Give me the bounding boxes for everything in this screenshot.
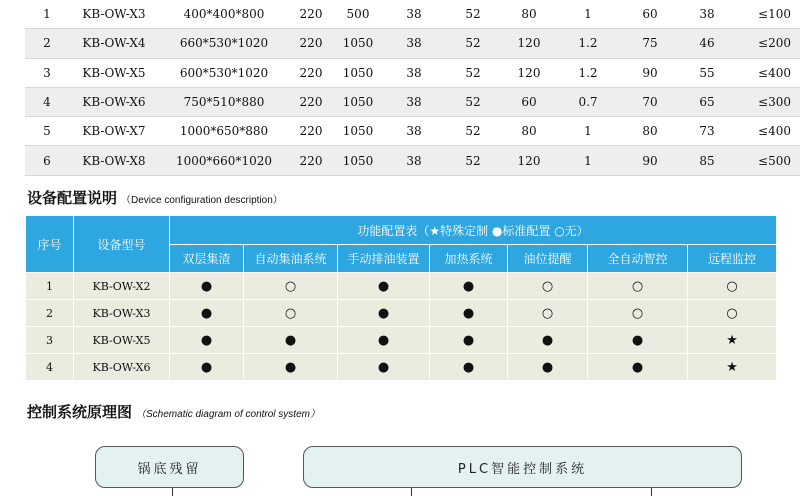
spec-cell: 1050 xyxy=(333,29,383,58)
config-mark: ● xyxy=(338,300,430,327)
spec-cell: 660*530*1020 xyxy=(159,29,289,58)
spec-cell: 120 xyxy=(501,58,557,87)
config-mark: ● xyxy=(170,273,244,300)
config-header-feature-group: 功能配置表（★特殊定制 ●标准配置 ○无） xyxy=(170,216,777,245)
spec-cell: 80 xyxy=(501,0,557,29)
spec-cell: 1.2 xyxy=(557,29,619,58)
config-mark: ○ xyxy=(508,273,588,300)
spec-cell: 400*400*800 xyxy=(159,0,289,29)
config-mark: ○ xyxy=(588,273,688,300)
spec-cell: 90 xyxy=(619,146,681,175)
spec-cell: 90 xyxy=(619,58,681,87)
config-row xyxy=(26,273,777,300)
spec-cell: 52 xyxy=(445,117,501,146)
config-header-feature: 全自动智控 xyxy=(588,245,688,273)
config-mark: ● xyxy=(508,354,588,381)
config-mark: ○ xyxy=(244,273,338,300)
spec-cell: 85 xyxy=(681,146,733,175)
config-section-title: 设备配置说明 xyxy=(27,189,118,207)
spec-cell: ≤400 xyxy=(733,117,800,146)
config-row-model: KB-OW-X5 xyxy=(74,327,170,354)
config-mark: ● xyxy=(170,354,244,381)
config-header-model: 设备型号 xyxy=(74,216,170,273)
config-mark: ○ xyxy=(688,273,777,300)
config-mark: ● xyxy=(430,300,508,327)
spec-cell: KB-OW-X3 xyxy=(69,0,159,29)
spec-cell: 500 xyxy=(333,0,383,29)
spec-cell: 220 xyxy=(289,58,333,87)
spec-cell: 38 xyxy=(383,117,445,146)
config-mark: ● xyxy=(430,273,508,300)
spec-cell: 52 xyxy=(445,58,501,87)
config-row xyxy=(26,300,777,327)
spec-cell: 1 xyxy=(557,117,619,146)
config-row xyxy=(26,354,777,381)
config-row-index: 1 xyxy=(26,273,74,300)
spec-cell: 38 xyxy=(383,87,445,116)
spec-cell: 1000*650*880 xyxy=(159,117,289,146)
config-mark: ● xyxy=(338,273,430,300)
config-row-index: 2 xyxy=(26,300,74,327)
spec-cell: KB-OW-X8 xyxy=(69,146,159,175)
spec-row xyxy=(25,0,800,29)
connector-line xyxy=(651,488,652,496)
spec-cell: 38 xyxy=(383,0,445,29)
spec-cell: 220 xyxy=(289,0,333,29)
config-mark: ● xyxy=(430,327,508,354)
spec-table xyxy=(25,0,800,176)
config-section-subtitle: （Device configuration description） xyxy=(121,195,283,206)
config-table xyxy=(25,215,777,381)
spec-cell: 55 xyxy=(681,58,733,87)
config-header-feature: 油位提醒 xyxy=(508,245,588,273)
spec-cell: 60 xyxy=(619,0,681,29)
config-header-feature: 加热系统 xyxy=(430,245,508,273)
config-header-feature: 双层集渣 xyxy=(170,245,244,273)
spec-cell: 80 xyxy=(501,117,557,146)
config-header-feature: 自动集油系统 xyxy=(244,245,338,273)
config-row-index: 4 xyxy=(26,354,74,381)
config-section-heading xyxy=(27,187,283,208)
spec-cell: 2 xyxy=(25,29,69,58)
config-header-feature: 手动排油装置 xyxy=(338,245,430,273)
spec-cell: 5 xyxy=(25,117,69,146)
config-row-index: 3 xyxy=(26,327,74,354)
plc-control-box xyxy=(303,446,742,488)
spec-cell: 52 xyxy=(445,146,501,175)
spec-cell: 73 xyxy=(681,117,733,146)
spec-cell: 1050 xyxy=(333,87,383,116)
spec-cell: 65 xyxy=(681,87,733,116)
spec-cell: KB-OW-X6 xyxy=(69,87,159,116)
spec-cell: 1000*660*1020 xyxy=(159,146,289,175)
spec-cell: ≤100 xyxy=(733,0,800,29)
spec-row xyxy=(25,146,800,175)
spec-cell: 220 xyxy=(289,117,333,146)
spec-cell: 1050 xyxy=(333,58,383,87)
spec-cell: 0.7 xyxy=(557,87,619,116)
spec-cell: 52 xyxy=(445,29,501,58)
spec-cell: 220 xyxy=(289,146,333,175)
spec-cell: 220 xyxy=(289,29,333,58)
spec-cell: 38 xyxy=(681,0,733,29)
config-header-feature: 远程监控 xyxy=(688,245,777,273)
diagram-section-heading xyxy=(27,401,320,422)
spec-row xyxy=(25,117,800,146)
spec-cell: ≤300 xyxy=(733,87,800,116)
plc-control-box-label: PLC智能控制系统 xyxy=(457,461,588,477)
config-mark: ● xyxy=(430,354,508,381)
spec-cell: 38 xyxy=(383,29,445,58)
config-mark: ○ xyxy=(688,300,777,327)
connector-line xyxy=(411,488,412,496)
spec-cell: ≤500 xyxy=(733,146,800,175)
diagram-section-title: 控制系统原理图 xyxy=(27,403,133,421)
spec-cell: 1.2 xyxy=(557,58,619,87)
config-row-model: KB-OW-X3 xyxy=(74,300,170,327)
spec-cell: 1 xyxy=(25,0,69,29)
config-mark: ● xyxy=(170,300,244,327)
spec-cell: 52 xyxy=(445,87,501,116)
config-header-index: 序号 xyxy=(26,216,74,273)
residue-box xyxy=(95,446,244,488)
config-mark: ● xyxy=(588,327,688,354)
spec-row xyxy=(25,58,800,87)
spec-cell: 38 xyxy=(383,58,445,87)
spec-cell: 60 xyxy=(501,87,557,116)
config-row xyxy=(26,327,777,354)
config-mark: ● xyxy=(508,327,588,354)
spec-row xyxy=(25,29,800,58)
config-mark: ○ xyxy=(244,300,338,327)
diagram-section-subtitle: （Schematic diagram of control system） xyxy=(136,409,320,420)
config-mark: ○ xyxy=(508,300,588,327)
config-mark: ★ xyxy=(688,354,777,381)
config-mark: ★ xyxy=(688,327,777,354)
spec-cell: 38 xyxy=(383,146,445,175)
spec-cell: 600*530*1020 xyxy=(159,58,289,87)
config-mark: ● xyxy=(244,327,338,354)
spec-cell: 120 xyxy=(501,29,557,58)
spec-cell: ≤200 xyxy=(733,29,800,58)
spec-cell: ≤400 xyxy=(733,58,800,87)
config-mark: ● xyxy=(338,354,430,381)
spec-cell: KB-OW-X7 xyxy=(69,117,159,146)
spec-cell: 6 xyxy=(25,146,69,175)
spec-cell: 75 xyxy=(619,29,681,58)
config-row-model: KB-OW-X2 xyxy=(74,273,170,300)
config-mark: ● xyxy=(170,327,244,354)
spec-cell: 52 xyxy=(445,0,501,29)
spec-cell: 120 xyxy=(501,146,557,175)
spec-cell: 1050 xyxy=(333,146,383,175)
spec-cell: 1 xyxy=(557,0,619,29)
spec-cell: KB-OW-X5 xyxy=(69,58,159,87)
spec-cell: 1 xyxy=(557,146,619,175)
config-mark: ○ xyxy=(588,300,688,327)
spec-cell: 3 xyxy=(25,58,69,87)
spec-cell: 4 xyxy=(25,87,69,116)
config-mark: ● xyxy=(244,354,338,381)
spec-cell: 80 xyxy=(619,117,681,146)
config-row-model: KB-OW-X6 xyxy=(74,354,170,381)
spec-cell: KB-OW-X4 xyxy=(69,29,159,58)
spec-cell: 46 xyxy=(681,29,733,58)
spec-cell: 220 xyxy=(289,87,333,116)
spec-row xyxy=(25,87,800,116)
residue-box-label: 锅底残留 xyxy=(137,461,202,477)
spec-cell: 1050 xyxy=(333,117,383,146)
spec-cell: 70 xyxy=(619,87,681,116)
config-mark: ● xyxy=(338,327,430,354)
connector-line xyxy=(172,488,173,496)
spec-cell: 750*510*880 xyxy=(159,87,289,116)
config-mark: ● xyxy=(588,354,688,381)
